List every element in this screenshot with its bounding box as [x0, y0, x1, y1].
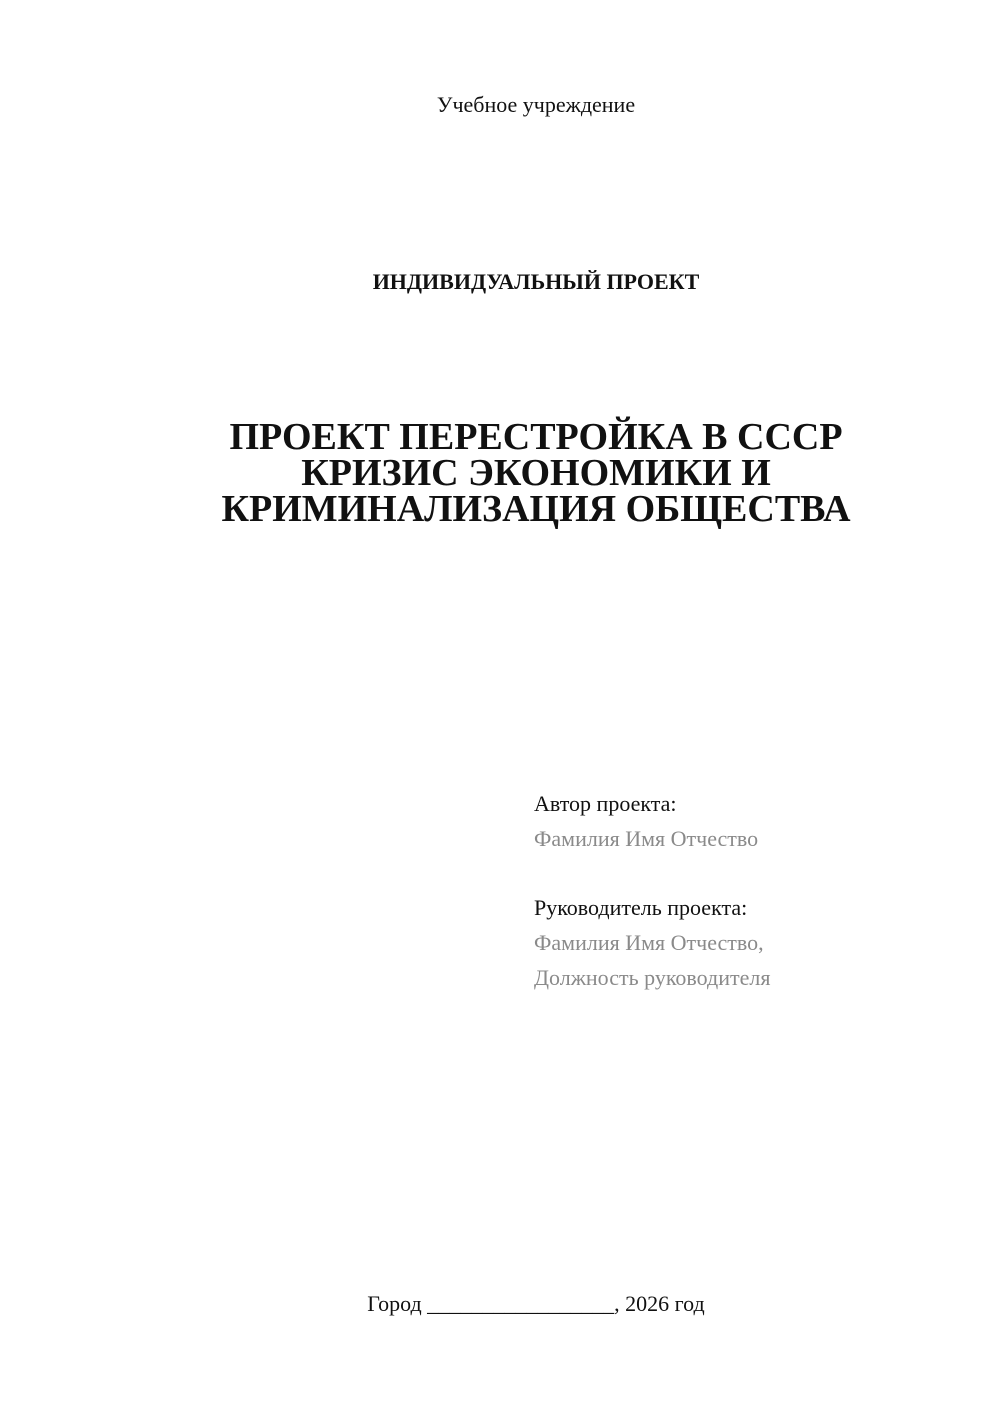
project-type-heading: ИНДИВИДУАЛЬНЫЙ ПРОЕКТ: [372, 269, 700, 294]
project-title-line-3: КРИМИНАЛИЗАЦИЯ ОБЩЕСТВА: [221, 488, 851, 530]
author-name-placeholder: Фамилия Имя Отчество: [534, 826, 759, 851]
institution-name: Учебное учреждение: [436, 92, 636, 117]
supervisor-label: Руководитель проекта:: [534, 895, 748, 920]
author-label: Автор проекта:: [534, 791, 677, 816]
project-title-line-2: КРИЗИС ЭКОНОМИКИ И: [301, 452, 771, 494]
credits-spacer: [534, 856, 974, 890]
supervisor-position-placeholder: Должность руководителя: [534, 965, 771, 990]
project-credits: [534, 786, 974, 995]
supervisor-name-placeholder: Фамилия Имя Отчество,: [534, 930, 764, 955]
city-year-line: Город _________________, 2026 год: [367, 1291, 705, 1316]
project-title-line-1: ПРОЕКТ ПЕРЕСТРОЙКА В СССР: [229, 416, 843, 458]
project-title: [0, 416, 1000, 530]
